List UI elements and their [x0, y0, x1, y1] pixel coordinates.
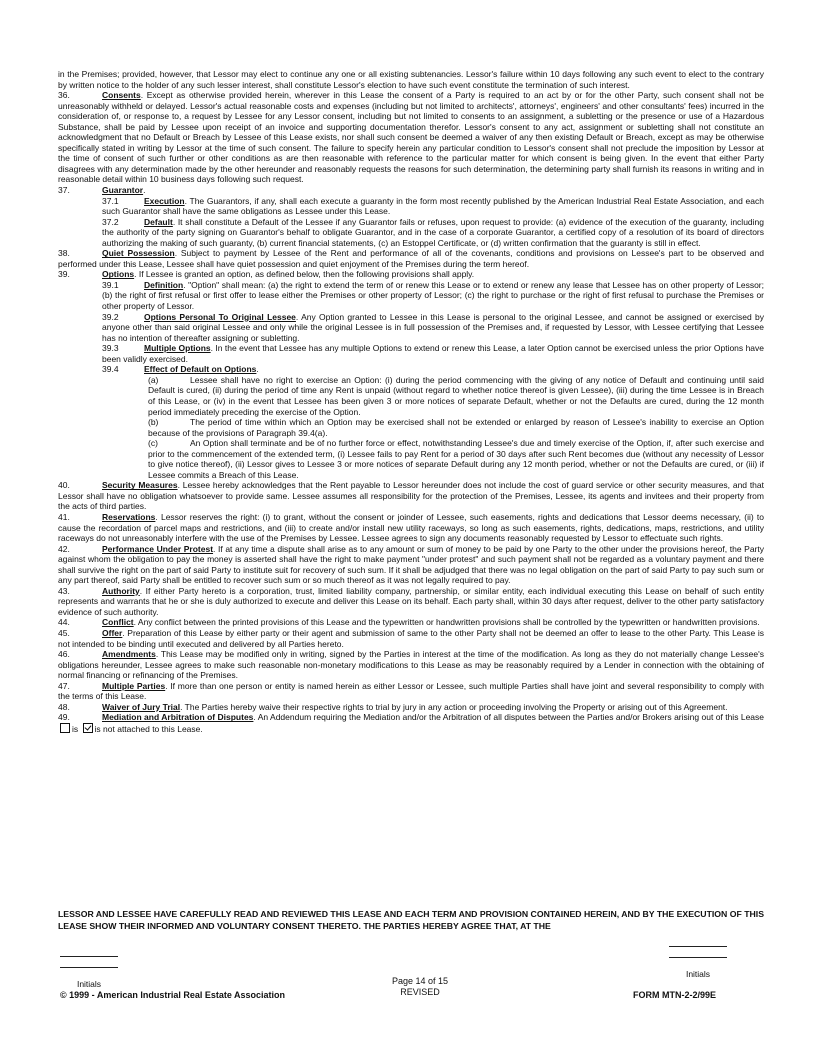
- initials-block-left: [60, 956, 118, 989]
- paragraph-text: .: [256, 364, 259, 375]
- paragraph-heading: Default: [144, 216, 173, 227]
- is-label: is: [72, 723, 79, 734]
- lease-paragraph: [58, 417, 764, 438]
- paragraph-number: 47.: [58, 680, 70, 691]
- paragraph-heading: Mediation and Arbitration of Disputes: [102, 712, 254, 723]
- paragraph-number: 39.2: [102, 311, 119, 322]
- initials-label: Initials: [76, 979, 102, 989]
- lease-body: [58, 69, 764, 734]
- lease-paragraph: [58, 586, 764, 618]
- paragraph-heading: Authority: [102, 585, 140, 596]
- initials-line[interactable]: [669, 957, 727, 968]
- paragraph-text: . Preparation of this Lease by either party or their agent and submission of same to the other Party shall not be deemed an offer to lease to the other Party. This Lease is not intended to be binding until executed and delivered by all Parties hereto.: [58, 627, 764, 649]
- paragraph-number: 49.: [58, 712, 70, 723]
- lease-paragraph: [58, 512, 764, 544]
- paragraph-text: . Except as otherwise provided herein, wherever in this Lease the consent of a Party is required to an act by or for the other Party, such consent shall not be unreasonably withheld or delayed. Lessor's actual reasonable costs and expenses (including but not limited to architects', attorneys', engineers' and other consultants' fees) incurred in the consideration of, or response to, a request by Lessee for any Lessor consent, including but not limited to consents to an assignment, a subletting or the presence or use of a Hazardous Substance, shall be paid by Lessee upon receipt of an invoice and supporting documentation therefor. Lessor's consent to any act, assignment or subletting shall not constitute an acknowledgment that no Default or Breach by Lessee of this Lease exists, nor shall such consent be deemed a waiver of any then existing Default or Breach, except as may be otherwise specifically stated in writing by Lessor at the time of such consent. The failure to specify herein any particular condition to Lessor's consent shall not preclude the imposition by Lessor at the time of consent of such further or other conditions as are then reasonable with reference to the particular matter for which consent is being given. In the event that either Party disagrees with any determination made by the other hereunder and reasonably requests the reasons for such determination, the determining party shall furnish its reasons in writing and in reasonable detail within 10 business days following such request.: [58, 90, 764, 185]
- paragraph-number: (b): [148, 417, 159, 428]
- paragraph-number: 39.1: [102, 279, 119, 290]
- paragraph-heading: Reservations: [102, 511, 156, 522]
- paragraph-heading: Execution: [144, 195, 185, 206]
- lease-paragraph: [58, 312, 764, 344]
- paragraph-number: 44.: [58, 617, 70, 628]
- paragraph-heading: Amendments: [102, 649, 156, 660]
- paragraph-text: . Lessor reserves the right: (i) to grant, without the consent or joinder of Lessee, such easements, rights and dedications that Lessor deems necessary, (ii) to cause the recordation of parcel maps and restrictions, and (iii) to create and/or install new utility raceways, so long as such easements, rights, dedications, maps, restrictions, and utility raceways do not unreasonably interfere with the use of the Premises by Lessee. Lessee agrees to sign any documents reasonably requested by Lessor to effectuate such rights.: [58, 511, 764, 544]
- paragraph-text: An Option shall terminate and be of no further force or effect, notwithstanding Lessee's due and timely exercise of the Option, if, after such exercise and prior to the commencement of the extended term, (i) Lessee fails to pay Rent for a period of 30 days after such Rent becomes due (without any necessity of Lessor to give notice thereof), (ii) Lessor gives to Lessee 3 or more notices of separate Default during any 12 month period, whether or not the Defaults are cured, or (iii) if Lessee commits a Breach of this Lease.: [148, 438, 764, 480]
- initials-label: Initials: [685, 969, 711, 979]
- copyright-notice: © 1999 - American Industrial Real Estate Association: [60, 990, 286, 1000]
- lease-paragraph: [58, 69, 764, 90]
- lease-paragraph: [58, 248, 764, 269]
- paragraph-number: (a): [148, 374, 159, 385]
- lease-paragraph: [58, 343, 764, 364]
- paragraph-number: 48.: [58, 701, 70, 712]
- paragraph-number: (c): [148, 438, 158, 449]
- lease-paragraph: [58, 217, 764, 249]
- paragraph-text: . If more than one person or entity is named herein as either Lessor or Lessee, such multiple Parties shall have joint and several responsibility to comply with the terms of this Lease.: [58, 680, 765, 702]
- closing-statement: LESSOR AND LESSEE HAVE CAREFULLY READ AND REVIEWED THIS LEASE AND EACH TERM AND PROVISION CONTAINED HEREIN, AND BY THE EXECUTION OF THIS LEASE SHOW THEIR INFORMED AND VOLUNTARY CONSENT THERETO. THE PARTIES HEREBY AGREE THAT, AT THE: [58, 909, 764, 931]
- paragraph-heading: Security Measures: [102, 480, 178, 491]
- paragraph-heading: Options Personal To Original Lessee: [144, 311, 296, 322]
- paragraph-number: 41.: [58, 511, 70, 522]
- is-attached-checkbox[interactable]: [60, 723, 70, 733]
- paragraph-text: . Subject to payment by Lessee of the Rent and performance of all of the covenants, conditions and provisions on Lessee's part to be observed and performed under this Lease, Lessee shall have quiet possession and quiet enjoyment of the Premises during the term hereof.: [58, 248, 764, 269]
- paragraph-heading: Options: [102, 269, 135, 280]
- is-not-label: is not: [94, 723, 115, 734]
- paragraph-number: 36.: [58, 90, 70, 101]
- paragraph-heading: Performance Under Protest: [102, 543, 214, 554]
- paragraph-number: 39.3: [102, 343, 119, 354]
- paragraph-text: . In the event that Lessee has any multiple Options to extend or renew this Lease, a later Option cannot be exercised unless the prior Options have been validly exercised.: [102, 343, 764, 364]
- paragraph-text: .: [143, 185, 146, 196]
- lease-paragraph: [58, 649, 764, 681]
- paragraph-heading: Guarantor: [102, 185, 144, 196]
- lease-paragraph: [58, 617, 764, 628]
- lease-paragraph: [58, 196, 764, 217]
- paragraph-number: 40.: [58, 480, 70, 491]
- page-number-block: [385, 976, 455, 998]
- initials-line[interactable]: [60, 956, 118, 967]
- paragraph-heading: Effect of Default on Options: [144, 364, 257, 375]
- lease-paragraph: [58, 364, 764, 375]
- paragraph-text: . Any conflict between the printed provisions of this Lease and the typewritten or handwritten provisions shall be controlled by the typewritten or handwritten provisions.: [133, 617, 760, 628]
- paragraph-text: in the Premises; provided, however, that Lessor may elect to continue any one or all existing subtenancies. Lessor's failure within 10 days following any such event to elect to the contrary by written notice to the holder of any such lesser interest, shall constitute Lessor's election to have such event constitute the termination of such interest.: [58, 69, 764, 90]
- paragraph-text: . Lessee hereby acknowledges that the Rent payable to Lessor hereunder does not include the cost of guard service or other security measures, and that Lessor shall have no obligation whatsoever to provide same. Lessee assumes all responsibility for the protection of the Premises, Lessee, its agents and invitees and their property from the acts of third parties.: [58, 480, 765, 512]
- form-number: FORM MTN-2-2/99E: [633, 990, 717, 1000]
- paragraph-number: 37.1: [102, 195, 119, 206]
- paragraph-number: 38.: [58, 248, 70, 259]
- paragraph-text: . The Guarantors, if any, shall each execute a guaranty in the form most recently published by the American Industrial Real Estate Association, and each such Guarantor shall have the same obligations as Lessee under this Lease.: [102, 195, 764, 217]
- is-not-attached-checkbox[interactable]: [83, 723, 93, 733]
- paragraph-heading: Conflict: [102, 617, 134, 628]
- paragraph-number: 39.: [58, 269, 70, 280]
- paragraph-heading: Multiple Parties: [102, 680, 166, 691]
- paragraph-heading: Multiple Options: [144, 343, 211, 354]
- lease-paragraph: [58, 375, 764, 417]
- paragraph-number: 46.: [58, 649, 70, 660]
- paragraph-text: The period of time within which an Option may be exercised shall not be extended or enlarged by reason of Lessee's inability to exercise an Option because of the provisions of Paragraph 39.4(a).: [148, 417, 764, 438]
- page-number: Page 14 of 15: [391, 976, 449, 986]
- lease-paragraph: [58, 269, 764, 280]
- paragraph-heading: Consents: [102, 90, 141, 101]
- paragraph-text: . The Parties hereby waive their respective rights to trial by jury in any action or proceeding involving the Property or arising out of this Agreement.: [180, 701, 728, 712]
- paragraph-text: . If at any time a dispute shall arise as to any amount or sum of money to be paid by one Party to the other under the provisions hereof, the Party against whom the obligation to pay the money is asserted shall have the right to make payment "under protest" and such payment shall not be regarded as a voluntary payment and there shall survive the right on the part of said Party to institute suit for recovery of such sum. If it shall be adjudged that there was no legal obligation on the part of said Party to pay such sum or any part thereof, said Party shall be entitled to recover such sum or so much thereof as it was not legally required to pay.: [58, 543, 764, 586]
- paragraph-text: . "Option" shall mean: (a) the right to extend the term of or renew this Lease or to extend or renew any lease that Lessee has on other property of Lessor; (b) the right of first refusal or first offer to lease either the Premises or other property of Lessor; (c) the right to purchase or the right of first refusal to purchase the Premises or other property of Lessor.: [102, 279, 764, 312]
- lease-paragraph: [58, 280, 764, 312]
- lease-paragraph: [58, 628, 764, 649]
- revised-label: REVISED: [400, 987, 440, 997]
- paragraph-number: 37.: [58, 185, 70, 196]
- paragraph-text: attached to this Lease.: [117, 723, 203, 734]
- paragraph-number: 43.: [58, 585, 70, 596]
- lease-paragraph: [58, 702, 764, 713]
- lease-paragraph: [58, 90, 764, 185]
- paragraph-text: . If Lessee is granted an option, as defined below, then the following provisions shall apply.: [134, 269, 475, 280]
- initials-line[interactable]: [60, 967, 118, 978]
- paragraph-text: . An Addendum requiring the Mediation and/or the Arbitration of all disputes between the Parties and/or Brokers arising out of this Lease: [253, 712, 764, 723]
- paragraph-heading: Definition: [144, 279, 184, 290]
- lease-paragraph: [58, 480, 764, 512]
- lease-paragraph: [58, 681, 764, 702]
- lease-paragraph-49: [58, 712, 764, 734]
- initials-block-right: [669, 946, 727, 979]
- paragraph-heading: Waiver of Jury Trial: [102, 701, 181, 712]
- lease-paragraph: [58, 185, 764, 196]
- paragraph-heading: Quiet Possession: [102, 248, 175, 259]
- paragraph-number: 45.: [58, 627, 70, 638]
- paragraph-text: . If either Party hereto is a corporation, trust, limited liability company, partnership, or similar entity, each individual executing this Lease on behalf of such entity represents and warrants that he or she is duly authorized to execute and deliver this Lease on its behalf. Each party shall, within 30 days after request, deliver to the other party satisfactory evidence of such authority.: [58, 585, 764, 617]
- lease-paragraph: [58, 544, 764, 586]
- paragraph-number: 42.: [58, 543, 70, 554]
- paragraph-text: . It shall constitute a Default of the Lessee if any Guarantor fails or refuses, upon request to provide: (a) evidence of the execution of the guaranty, including the authority of the party signing on Guarantor's behalf to obligate Guarantor, and in the case of a corporate Guarantor, a certified copy of a resolution of its board of directors authorizing the making of such guaranty, (b) current financial statements, (c) an Estoppel Certificate, or (d) written confirmation that the guaranty is still in effect.: [102, 216, 764, 248]
- paragraph-text: Lessee shall have no right to exercise an Option: (i) during the period commencing with the giving of any notice of Default and continuing until said Default is cured, (ii) during the period of time any Rent is unpaid (without regard to whether notice thereof is given Lessee), (iii) during the time Lessee is in Breach of this Lease, or (iv) in the event that Lessee has been given 3 or more notices of separate Default, whether or not the Defaults are cured, during the 12 month period immediately preceding the exercise of the Option.: [148, 374, 764, 417]
- lease-paragraph: [58, 438, 764, 480]
- paragraph-number: 39.4: [102, 364, 119, 375]
- paragraph-heading: Offer: [102, 627, 123, 638]
- paragraph-text: . This Lease may be modified only in writing, signed by the Parties in interest at the time of the modification. As long as they do not materially change Lessee's obligations hereunder, Lessee agrees to make such reasonable non-monetary modifications to this Lease as may be reasonably required by a Lender in connection with the obtaining of normal financing or refinancing of the Premises.: [58, 649, 764, 681]
- paragraph-text: . Any Option granted to Lessee in this Lease is personal to the original Lessee, and cannot be assigned or exercised by anyone other than said original Lessee and only while the original Lessee is in full possession of the Premises and, if requested by Lessor, with Lessee certifying that Lessee has no intention of thereafter assigning or subletting.: [102, 311, 764, 343]
- initials-line[interactable]: [669, 946, 727, 957]
- paragraph-number: 37.2: [102, 216, 119, 227]
